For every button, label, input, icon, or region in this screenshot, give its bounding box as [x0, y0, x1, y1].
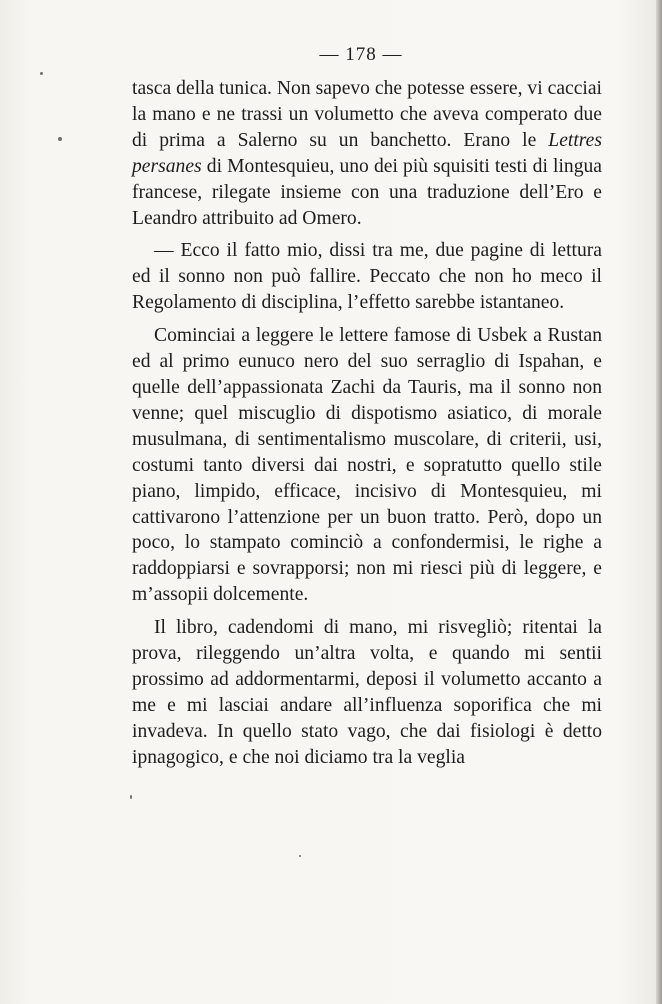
- scan-speck: [40, 72, 43, 75]
- body-text: [132, 76, 602, 771]
- paragraph-1: [132, 76, 602, 231]
- paragraph-1-text-end: di Montesquieu, uno dei più squisiti testi di lingua francese, rilegate insieme con una traduzione dell’Ero e Leandro attribuito ad Omero.: [132, 155, 602, 229]
- paragraph-2: — Ecco il fatto mio, dissi tra me, due pagine di lettura ed il sonno non può fallire. Peccato che non ho meco il Regolamento di disciplina, l’effetto sarebbe istantaneo.: [132, 240, 602, 314]
- paragraph-1-text-start: tasca della tunica. Non sapevo che potesse essere, vi cacciai la mano e ne trassi un volumetto che aveva comperato due di prima a Salerno su un banchetto. Erano le: [132, 78, 602, 151]
- scan-speck: [299, 855, 301, 857]
- paragraph-3: Cominciai a leggere le lettere famose di Usbek a Rustan ed al primo eunuco nero del suo serraglio di Ispahan, e quelle dell’appassionata Zachi da Tauris, ma il sonno non venne; quel miscuglio di dispotismo asiatico, di morale musulmana, di sentimentalismo muscolare, di criterii, usi, costumi tanto diversi dai nostri, e sopratutto quello stile piano, limpido, efficace, incisivo di Montesquieu, mi cattivarono l’attenzione per un buon tratto. Però, dopo un poco, lo stampato cominciò a confondermisi, le righe a raddoppiarsi e sovrapporsi; non mi riesci più di leggere, e m’assopii dolcemente.: [132, 325, 602, 606]
- paragraph-4: Il libro, cadendomi di mano, mi risvegliò; ritentai la prova, rileggendo un’altra volta, e quando mi sentii prossimo ad addormentarmi, deposi il volumetto accanto a me e mi lasciai andare all’influenza soporifica che mi invadeva. In quello stato vago, che dai fisiologi è detto ipnagogico, e che noi diciamo tra la veglia: [132, 617, 602, 768]
- scan-speck: [58, 137, 62, 141]
- page-number: — 178 —: [319, 44, 403, 65]
- scan-speck: [130, 795, 132, 799]
- book-title-emphasis: Lettres persanes: [132, 129, 602, 177]
- page-edge-shadow: [656, 0, 662, 1004]
